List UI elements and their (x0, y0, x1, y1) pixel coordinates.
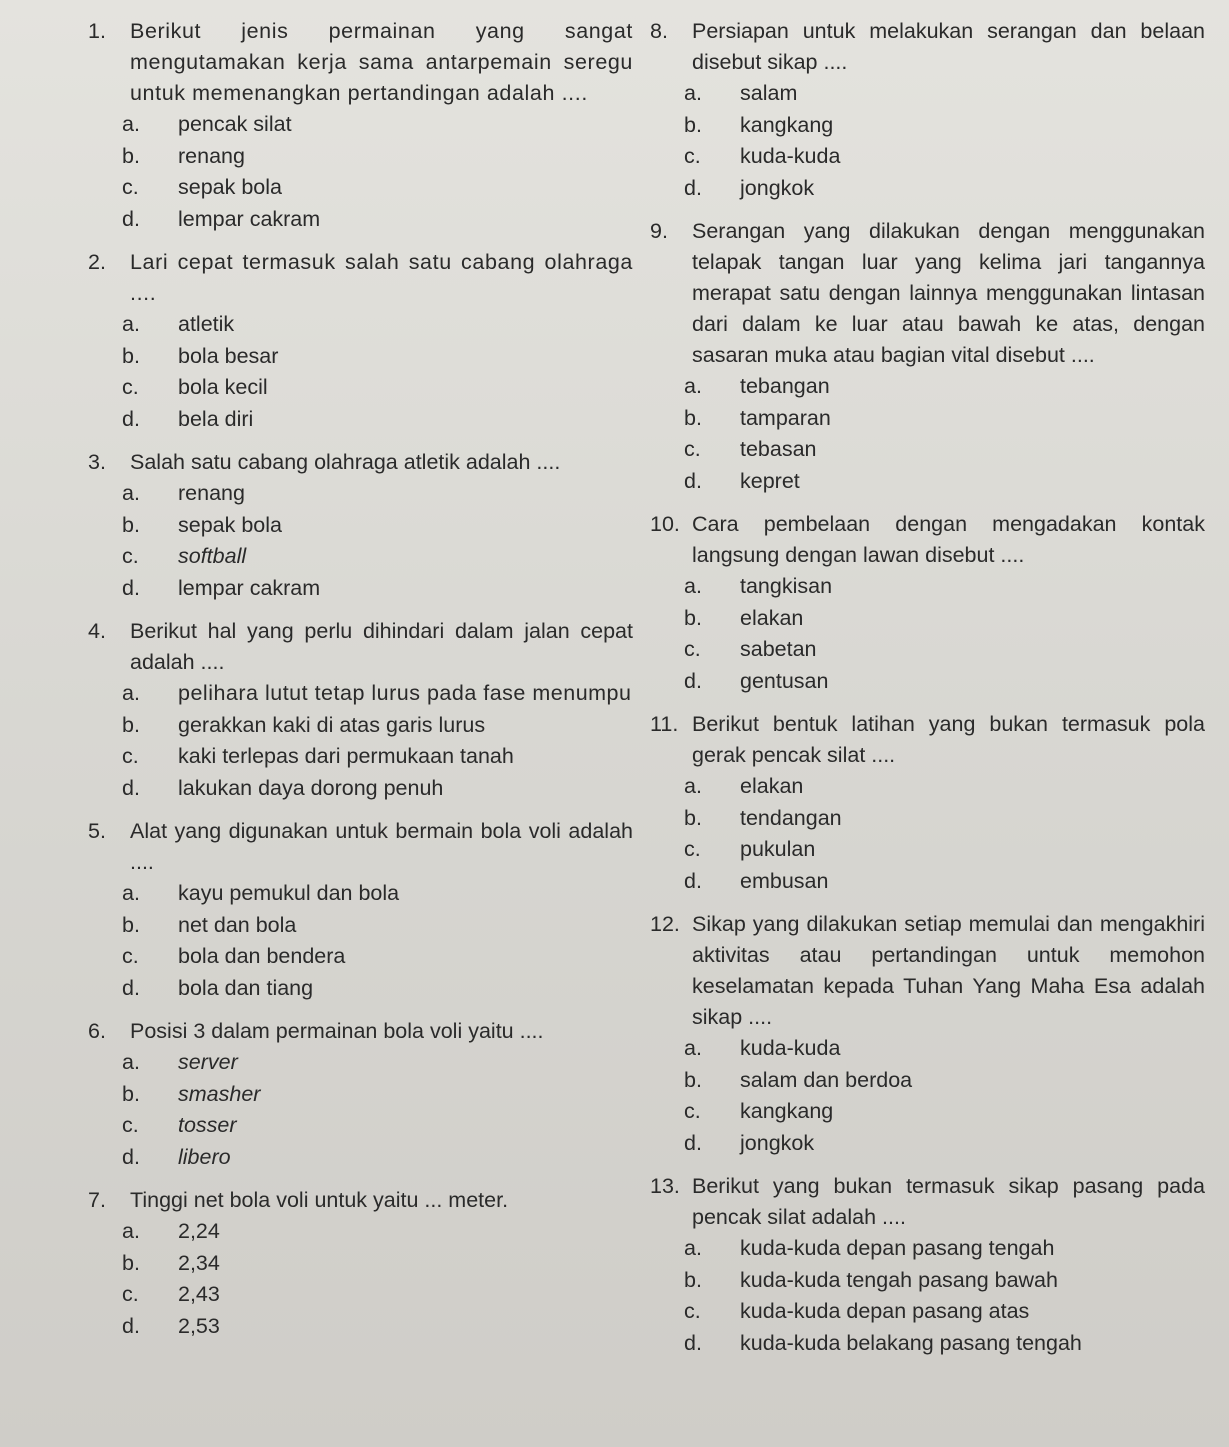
option-letter: d. (684, 1130, 702, 1155)
option-letter: c. (122, 375, 139, 399)
option-letter: c. (684, 637, 701, 661)
option-b (122, 910, 633, 942)
question-number: 1. (88, 19, 106, 43)
question-13 (650, 1171, 1205, 1359)
option-b (122, 1248, 633, 1280)
option-text: softball (178, 544, 247, 568)
option-letter: a. (122, 681, 140, 705)
option-letter: d. (122, 975, 140, 1000)
option-b (684, 1065, 1205, 1097)
option-a (684, 771, 1205, 803)
option-letter: a. (684, 374, 702, 398)
option-text: gerakkan kaki di atas garis lurus (178, 712, 486, 737)
option-text: renang (178, 143, 245, 168)
options-list (650, 1033, 1205, 1159)
option-c (122, 1279, 633, 1311)
question-text: Berikut hal yang perlu dihindari dalam jalan cepat adalah .... (130, 619, 633, 674)
right-column (650, 16, 1205, 1371)
option-letter: a. (684, 1236, 702, 1260)
option-text: 2,43 (178, 1282, 220, 1306)
option-b (684, 110, 1205, 142)
question-number: 2. (88, 250, 106, 274)
option-letter: c. (122, 944, 139, 968)
option-text: tangkisan (740, 574, 833, 598)
option-d (122, 973, 633, 1005)
options-list (88, 1047, 633, 1173)
option-text: jongkok (740, 175, 815, 200)
option-letter: b. (684, 805, 702, 830)
options-list (88, 109, 633, 235)
option-text: kuda-kuda tengah pasang bawah (740, 1267, 1058, 1292)
option-text: elakan (740, 774, 804, 798)
question-text: Persiapan untuk melakukan serangan dan belaan disebut sikap .... (692, 19, 1205, 74)
question-text: Posisi 3 dalam permainan bola voli yaitu .... (130, 1019, 544, 1043)
options-list (88, 878, 633, 1004)
option-text: kuda-kuda depan pasang atas (740, 1299, 1030, 1323)
option-letter: a. (684, 1036, 702, 1060)
option-d (122, 573, 633, 605)
question-1 (88, 16, 633, 235)
option-d (122, 1142, 633, 1174)
option-letter: d. (684, 1330, 702, 1355)
option-letter: d. (684, 175, 702, 200)
question-12 (650, 909, 1205, 1159)
option-letter: c. (122, 744, 139, 768)
option-c (684, 834, 1205, 866)
option-text: sepak bola (178, 175, 282, 199)
option-text: salam dan berdoa (740, 1067, 913, 1092)
option-text: lempar cakram (178, 206, 321, 231)
option-d (122, 404, 633, 436)
question-number: 11. (650, 712, 679, 736)
option-letter: c. (684, 837, 701, 861)
option-letter: d. (122, 775, 140, 800)
option-b (122, 1079, 633, 1111)
option-c (684, 141, 1205, 173)
option-text: embusan (740, 868, 829, 893)
option-letter: d. (684, 868, 702, 893)
option-text: tebasan (740, 437, 817, 461)
option-d (684, 173, 1205, 205)
option-text: sepak bola (178, 512, 282, 537)
option-letter: c. (122, 544, 139, 568)
options-list (88, 309, 633, 435)
question-6 (88, 1016, 633, 1173)
options-list (650, 571, 1205, 697)
option-d (122, 1311, 633, 1343)
options-list (88, 678, 633, 804)
option-letter: d. (122, 1144, 140, 1169)
option-letter: a. (122, 881, 140, 905)
question-text: Salah satu cabang olahraga atletik adalah .... (130, 450, 561, 474)
question-stem (88, 1016, 633, 1047)
option-letter: a. (122, 1050, 140, 1074)
option-letter: c. (122, 1282, 139, 1306)
option-text: bola dan tiang (178, 975, 314, 1000)
option-a (684, 1233, 1205, 1265)
question-text: Alat yang digunakan untuk bermain bola voli adalah .... (130, 819, 633, 874)
option-text: jongkok (740, 1130, 815, 1155)
question-number: 3. (88, 450, 106, 474)
option-text: server (178, 1050, 238, 1074)
question-11 (650, 709, 1205, 897)
option-d (122, 204, 633, 236)
option-text: pelihara lutut tetap lurus pada fase menumpu (178, 681, 632, 705)
option-c (684, 1096, 1205, 1128)
option-text: atletik (178, 312, 235, 336)
options-list (650, 371, 1205, 497)
option-text: kepret (740, 468, 800, 493)
option-c (684, 1296, 1205, 1328)
question-stem (650, 16, 1205, 78)
question-number: 13. (650, 1174, 680, 1198)
option-text: lempar cakram (178, 575, 321, 600)
option-letter: b. (684, 605, 702, 630)
option-text: salam (740, 81, 798, 105)
option-b (684, 603, 1205, 635)
question-stem (88, 616, 633, 678)
option-text: bela diri (178, 406, 254, 431)
option-a (122, 109, 633, 141)
question-9 (650, 216, 1205, 497)
option-letter: a. (122, 312, 140, 336)
option-text: bola kecil (178, 375, 268, 399)
option-letter: b. (684, 1067, 702, 1092)
option-letter: b. (122, 912, 140, 937)
option-text: 2,24 (178, 1219, 220, 1243)
option-text: bola dan bendera (178, 944, 346, 968)
question-number: 8. (650, 19, 668, 43)
question-3 (88, 447, 633, 604)
options-list (650, 78, 1205, 204)
option-a (122, 1216, 633, 1248)
option-b (684, 803, 1205, 835)
option-b (122, 510, 633, 542)
question-text: Serangan yang dilakukan dengan menggunakan telapak tangan luar yang kelima jari tangannya merapat satu dengan lainnya menggunakan lintasan dari dalam ke luar atau bawah ke atas, dengan sasaran muka atau bagian vital disebut .... (692, 219, 1205, 367)
option-letter: b. (122, 343, 140, 368)
option-letter: d. (684, 668, 702, 693)
question-stem (650, 216, 1205, 371)
option-c (122, 941, 633, 973)
question-8 (650, 16, 1205, 204)
option-a (122, 1047, 633, 1079)
left-column (88, 16, 633, 1354)
option-text: 2,53 (178, 1313, 220, 1338)
option-text: pencak silat (178, 112, 292, 136)
option-text: net dan bola (178, 912, 297, 937)
option-letter: b. (122, 143, 140, 168)
option-text: kuda-kuda belakang pasang tengah (740, 1330, 1082, 1355)
question-stem (650, 1171, 1205, 1233)
option-d (684, 866, 1205, 898)
question-number: 10. (650, 512, 680, 536)
question-text: Sikap yang dilakukan setiap memulai dan mengakhiri aktivitas atau pertandingan untuk memohon keselamatan kepada Tuhan Yang Maha Esa adalah sikap .... (692, 912, 1205, 1029)
question-stem (88, 16, 633, 109)
option-letter: d. (122, 206, 140, 231)
question-text: Berikut yang bukan termasuk sikap pasang pada pencak silat adalah .... (692, 1174, 1205, 1229)
option-letter: c. (122, 175, 139, 199)
question-5 (88, 816, 633, 1004)
question-4 (88, 616, 633, 804)
question-stem (88, 1185, 633, 1216)
option-c (684, 434, 1205, 466)
option-letter: b. (684, 1267, 702, 1292)
options-list (88, 1216, 633, 1342)
option-a (122, 478, 633, 510)
question-number: 4. (88, 619, 106, 643)
option-text: lakukan daya dorong penuh (178, 775, 444, 800)
question-stem (650, 509, 1205, 571)
option-d (122, 773, 633, 805)
option-letter: c. (122, 1113, 139, 1137)
question-text: Tinggi net bola voli untuk yaitu ... meter. (130, 1188, 509, 1212)
option-letter: b. (122, 512, 140, 537)
option-b (684, 403, 1205, 435)
option-letter: d. (122, 575, 140, 600)
option-letter: a. (684, 774, 702, 798)
question-stem (650, 909, 1205, 1033)
option-letter: a. (684, 81, 702, 105)
option-text: elakan (740, 605, 804, 630)
question-stem (88, 816, 633, 878)
option-text: renang (178, 481, 245, 505)
question-number: 9. (650, 219, 668, 243)
option-text: pukulan (740, 837, 816, 861)
option-c (122, 541, 633, 573)
option-text: smasher (178, 1081, 261, 1106)
option-letter: a. (122, 1219, 140, 1243)
option-text: kangkang (740, 112, 834, 137)
option-letter: a. (122, 481, 140, 505)
question-stem (88, 247, 633, 309)
option-text: sabetan (740, 637, 817, 661)
option-text: tamparan (740, 405, 831, 430)
question-text: Berikut bentuk latihan yang bukan termasuk pola gerak pencak silat .... (692, 712, 1205, 767)
question-number: 7. (88, 1188, 106, 1212)
option-d (684, 466, 1205, 498)
option-letter: c. (684, 1299, 701, 1323)
question-number: 12. (650, 912, 680, 936)
option-letter: b. (122, 1081, 140, 1106)
option-text: kuda-kuda (740, 1036, 841, 1060)
option-d (684, 666, 1205, 698)
option-b (684, 1265, 1205, 1297)
option-b (122, 141, 633, 173)
option-a (684, 1033, 1205, 1065)
option-text: kuda-kuda depan pasang tengah (740, 1236, 1055, 1260)
option-letter: d. (122, 1313, 140, 1338)
question-10 (650, 509, 1205, 697)
option-text: tendangan (740, 805, 842, 830)
option-c (122, 741, 633, 773)
question-text: Berikut jenis permainan yang sangat mengutamakan kerja sama antarpemain seregu untuk memenangkan pertandingan adalah .... (130, 19, 633, 105)
option-b (122, 710, 633, 742)
question-stem (88, 447, 633, 478)
question-stem (650, 709, 1205, 771)
option-letter: d. (122, 406, 140, 431)
question-number: 5. (88, 819, 106, 843)
option-a (122, 678, 633, 710)
option-letter: b. (122, 1250, 140, 1275)
options-list (650, 771, 1205, 897)
options-list (88, 478, 633, 604)
question-2 (88, 247, 633, 435)
option-text: libero (178, 1144, 231, 1169)
option-c (122, 372, 633, 404)
options-list (650, 1233, 1205, 1359)
option-c (122, 1110, 633, 1142)
option-text: gentusan (740, 668, 829, 693)
option-a (684, 78, 1205, 110)
option-a (122, 309, 633, 341)
option-text: 2,34 (178, 1250, 220, 1275)
question-7 (88, 1185, 633, 1342)
option-letter: a. (122, 112, 140, 136)
option-text: tosser (178, 1113, 237, 1137)
option-text: kangkang (740, 1099, 834, 1123)
option-d (684, 1128, 1205, 1160)
option-a (684, 371, 1205, 403)
option-letter: a. (684, 574, 702, 598)
option-c (684, 634, 1205, 666)
question-text: Cara pembelaan dengan mengadakan kontak langsung dengan lawan disebut .... (692, 512, 1205, 567)
option-letter: c. (684, 437, 701, 461)
option-letter: c. (684, 144, 701, 168)
option-d (684, 1328, 1205, 1360)
option-c (122, 172, 633, 204)
option-letter: b. (684, 405, 702, 430)
option-text: kayu pemukul dan bola (178, 881, 400, 905)
option-letter: b. (684, 112, 702, 137)
question-text: Lari cepat termasuk salah satu cabang olahraga .... (130, 250, 633, 305)
option-b (122, 341, 633, 373)
option-text: kaki terlepas dari permukaan tanah (178, 744, 514, 768)
option-letter: c. (684, 1099, 701, 1123)
option-a (684, 571, 1205, 603)
option-text: kuda-kuda (740, 144, 841, 168)
option-text: tebangan (740, 374, 830, 398)
question-number: 6. (88, 1019, 106, 1043)
option-letter: d. (684, 468, 702, 493)
option-text: bola besar (178, 343, 279, 368)
option-a (122, 878, 633, 910)
option-letter: b. (122, 712, 140, 737)
